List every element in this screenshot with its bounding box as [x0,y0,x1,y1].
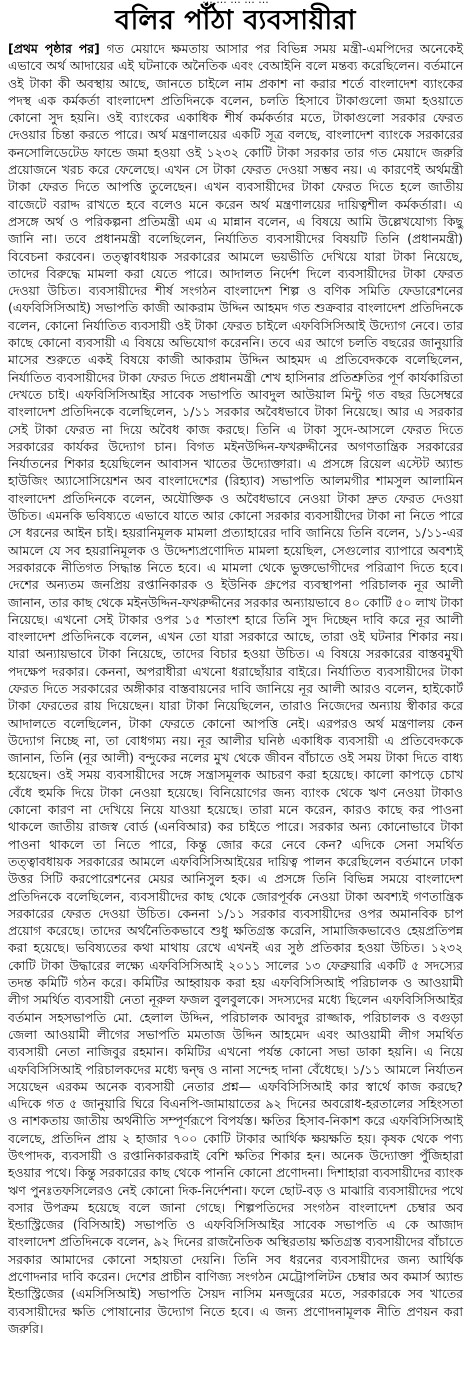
article-column [8,40,463,1390]
article-body [8,40,463,1337]
article-headline: বলির পাঁঠা ব্যবসায়ীরা [115,5,356,36]
continuation-label: [প্রথম পৃষ্ঠার পর] [8,41,100,56]
article-body-text: গত মেয়াদে ক্ষমতায় আসার পর বিভিন্ন সময় মন্ত্রী-এমপিদের অনেকেই এভাবে অর্থ আদায়ের এই ঘটনাকে অনৈতিক এবং বেআইনি বলে মন্তব্য করেছিলেন। বর্তমানে ওই টাকা কী অবস্থায় আছে, জানতে চাইলে নাম প্রকাশ না করার শর্তে বাংলাদেশ ব্যাংকের পদস্থ এক কর্মকর্তা বাংলাদেশ প্রতিদিনকে বলেন, চলতি হিসাবে টাকাগুলো জমা হওয়াতে কোনো সুদ হয়নি। ওই ব্যাংকের একাধিক শীর্ষ কর্মকর্তার মতে, টাকাগুলো সরকার ফেরত দেওয়ার চিন্তা করতে পারে। অর্থ মন্ত্রণালয়ের একটি সূত্র বলছে, বাংলাদেশ ব্যাংকে সরকারের কনসোলিডেটেড ফান্ডে জমা হওয়া ওই ১২৩২ কোটি টাকা সরকার তার গত মেয়াদে জরুরি প্রয়োজনে খরচ করে ফেলেছে। এখন সে টাকা ফেরত দেওয়া সম্ভব নয়। এ কারণেই অর্থমন্ত্রী টাকা ফেরত দিতে আপত্তি তুলেছেন। এখন ব্যবসায়ীদের টাকা ফেরত দিতে হলে জাতীয় বাজেটে বরাদ্দ রাখতে হবে বলেও মনে করেন অর্থ মন্ত্রণালয়ের দায়িত্বশীল কর্মকর্তারা। এ প্রসঙ্গে অর্থ ও পরিকল্পনা প্রতিমন্ত্রী এম এ মান্নান বলেন, এ বিষয়ে আমি উল্লেখযোগ্য কিছু জানি না। তবে প্রধানমন্ত্রী বলেছিলেন, নির্যাতিত ব্যবসায়ীদের বিষয়টি তিনি (প্রধানমন্ত্রী) বিবেচনা করবেন। তত্ত্বাবধায়ক সরকারের আমলে ভয়ভীতি দেখিয়ে যারা টাকা নিয়েছে, তাদের বিরুদ্ধে মামলা করা যেতে পারে। আদালত নির্দেশ দিলে ব্যবসায়ীদের টাকা ফেরত দেওয়া উচিত। ব্যবসায়ীদের শীর্ষ সংগঠন বাংলাদেশ শিল্প ও বণিক সমিতি ফেডারেশনের (এফবিসিসিআই) সভাপতি কাজী আকরাম উদ্দিন আহমদ গত শুক্রবার বাংলাদেশ প্রতিদিনকে বলেন, কোনো নির্যাতিত ব্যবসায়ী ওই টাকা ফেরত চাইলে এফবিসিসিআই উদ্যোগ নেবে। তার কাছে কোনো ব্যবসায়ী এ বিষয়ে অভিযোগ করেননি। তবে এর আগে চলতি বছরের জানুয়ারি মাসের শুরুতে একই বিষয়ে কাজী আকরাম উদ্দিন আহমদ এ প্রতিবেদককে বলেছিলেন, নির্যাতিত ব্যবসায়ীদের টাকা ফেরত দিতে প্রধানমন্ত্রী শেখ হাসিনার প্রতিশ্রুতির পূর্ণ কার্যকারিতা দেখতে চাই। এফবিসিসিআইর সাবেক সভাপতি আবদুল আউয়াল মিন্টু গত বছর ডিসেম্বরে বাংলাদেশ প্রতিদিনকে বলেছিলেন, ১/১১ সরকার অবৈধভাবে টাকা নিয়েছে। আর এ সরকার সেই টাকা ফেরত না দিয়ে অবৈধ কাজ করছে। তিনি এ টাকা সুদে-আসলে ফেরত দিতে সরকারের কার্যকর উদ্যোগ চান। বিগত মইনউদ্দিন-ফখরুদ্দীনের অগণতান্ত্রিক সরকারের নির্যাতনের শিকার হয়েছিলেন আবাসন খাতের উদ্যোক্তারা। এ প্রসঙ্গে রিয়েল এস্টেট অ্যান্ড হাউজিং অ্যাসোসিয়েশন অব বাংলাদেশের (রিহ্যাব) সভাপতি আলমগীর শামসুল আলামিন বাংলাদেশ প্রতিদিনকে বলেন, অযৌক্তিক ও অবৈধভাবে নেওয়া টাকা দ্রুত ফেরত দেওয়া উচিত। এমনকি ভবিষ্যতে এভাবে যাতে আর কোনো সরকার ব্যবসায়ীদের টাকা না নিতে পারে সে ধরনের আইন চাই। হয়রানিমূলক মামলা প্রত্যাহারের দাবি জানিয়ে তিনি বলেন, ১/১১-এর আমলে যে সব হয়রানিমূলক ও উদ্দেশ্যপ্রণোদিত মামলা হয়েছিল, সেগুলোর ব্যাপারে অবশ্যই সরকারকে নীতিগত সিদ্ধান্ত নিতে হবে। এ মামলা থেকে ভুক্তভোগীদের পরিত্রাণ দিতে হবে। দেশের অন্যতম জনপ্রিয় রপ্তানিকারক ও ইউনিক গ্রুপের ব্যবস্থাপনা পরিচালক নূর আলী জানান, তার কাছ থেকে মইনউদ্দিন-ফখরুদ্দীনের সরকার অন্যায়ভাবে ৪০ কোটি ৫০ লাখ টাকা নিয়েছে। এখনো সেই টাকার ওপর ১৫ শতাংশ হারে তিনি সুদ দিচ্ছেন দাবি করে নূর আলী বাংলাদেশ প্রতিদিনকে বলেন, এখন তো যারা সরকারে আছে, তারা ওই ঘটনার শিকার নয়। যারা অন্যায়ভাবে টাকা নিয়েছে, তাদের বিচার হওয়া উচিত। এ বিষয়ে সরকারের বাস্তবমুখী পদক্ষেপ দরকার। কেননা, অপরাধীরা এখনো ধরাছোঁয়ার বাইরে। নির্যাতিত ব্যবসায়ীদের টাকা ফেরত দিতে সরকারের অঙ্গীকার বাস্তবায়নের দাবি জানিয়ে নূর আলী আরও বলেন, হাইকোর্ট টাকা ফেরতের রায় দিয়েছেন। যারা টাকা নিয়েছিলেন, তারাও নিজেদের অন্যায় স্বীকার করে আদালতে বলেছিলেন, টাকা ফেরতে কোনো আপত্তি নেই। এরপরও অর্থ মন্ত্রণালয় কেন উদ্যোগ নিচ্ছে না, তা বোধগম্য নয়। নূর আলীর ঘনিষ্ঠ একাধিক ব্যবসায়ী এ প্রতিবেদককে জানান, তিনি (নূর আলী) বন্দুকের নলের মুখ থেকে জীবন বাঁচাতে ওই সময় টাকা দিতে বাধ্য হয়েছেন। ওই সময় ব্যবসায়ীদের সঙ্গে সন্ত্রাসমূলক আচরণ করা হয়েছে। কালো কাপড়ে চোখ বেঁধে হুমকি দিয়ে টাকা নেওয়া হয়েছে। বিনিয়োগের জন্য ব্যাংক থেকে ঋণ নেওয়া টাকাও কোনো কারণ না দেখিয়ে নিয়ে যাওয়া হয়েছে। তারা মনে করেন, কারও কাছে কর পাওনা থাকলে জাতীয় রাজস্ব বোর্ড (এনবিআর) কর চাইতে পারে। সরকার অন্য কোনোভাবে টাকা পাওনা থাকলে তা নিতে পারে, কিন্তু জোর করে নেবে কেন? এদিকে সেনা সমর্থিত তত্ত্বাবধায়ক সরকারের আমলে এফবিসিসিআইয়ের দায়িত্ব পালন করেছিলেন বর্তমানে ঢাকা উত্তর সিটি করপোরেশনের মেয়র আনিসুল হক। এ প্রসঙ্গে তিনি বিভিন্ন সময়ে বাংলাদেশ প্রতিদিনকে বলেছিলেন, ব্যবসায়ীদের কাছ থেকে জোরপূর্বক নেওয়া টাকা অবশ্যই গণতান্ত্রিক সরকারের ফেরত দেওয়া উচিত। কেননা ১/১১ সরকার ব্যবসায়ীদের ওপর অমানবিক চাপ প্রয়োগ করেছে। তাদের অর্থনৈতিকভাবে শুধু ক্ষতিগ্রস্ত করেনি, সামাজিকভাবেও হেয়প্রতিপন্ন করা হয়েছে। ভবিষ্যতের কথা মাথায় রেখে এখনই এর সুষ্ঠ প্রতিকার হওয়া উচিত। ১২৩২ কোটি টাকা উদ্ধারের লক্ষ্যে এফবিসিসিআই ২০১১ সালের ১৩ ফেব্রুয়ারি একটি ৫ সদস্যের তদন্ত কমিটি গঠন করে। কমিটির আহ্বায়ক করা হয় এফবিসিসিআই পরিচালক ও আওয়ামী লীগ সমর্থিত ব্যবসায়ী নেতা নূরুল ফজল বুলবুলকে। সদস্যদের মধ্যে ছিলেন এফবিসিসিআইর বর্তমান সহসভাপতি মো. হেলাল উদ্দিন, পরিচালক আবদুর রাজ্জাক, পরিচালক ও বগুড়া জেলা আওয়ামী লীগের সভাপতি মমতাজ উদ্দিন আহমেদ এবং আওয়ামী লীগ সমর্থিত ব্যবসায়ী নেতা নাজিবুর রহমান। কমিটির এখনো পর্যন্ত কোনো সভা ডাকা হয়নি। এ নিয়ে এফবিসিসিআই পরিচালকদের মধ্যে দ্বন্দ্ব ও নানা সন্দেহ দানা বেঁধেছে। ১/১১ আমলে নির্যাতন সয়েছেন এরকম অনেক ব্যবসায়ী নেতার প্রশ্ন— এফবিসিসিআই কার স্বার্থে কাজ করছে? এদিকে গত ৫ জানুয়ারি ঘিরে বিএনপি-জামায়াতের ৯২ দিনের অবরোধ-হরতালের সহিংসতা ও নাশকতায় জাতীয় অর্থনীতি সম্পূর্ণরূপে বিপর্যস্ত। ক্ষতির হিসাব-নিকাশ করে এফবিসিসিআই বলেছে, প্রতিদিন প্রায় ২ হাজার ৭০০ কোটি টাকার আর্থিক ক্ষয়ক্ষতি হয়। কৃষক থেকে পণ্য উৎপাদক, ব্যবসায়ী ও রপ্তানিকারকরাই বেশি ক্ষতির শিকার হন। অনেক উদ্যোক্তা পুঁজিহারা হওয়ার পথে। কিন্তু সরকারের কাছ থেকে পাননি কোনো প্রণোদনা। দিশাহারা ব্যবসায়ীদের ব্যাংক ঋণ পুনঃতফসিলেরও নেই কোনো দিক-নির্দেশনা। ফলে ছোট-বড় ও মাঝারি ব্যবসায়ীদের পথে বসার উপক্রম হয়েছে বলে জানা গেছে। শিল্পপতিদের সংগঠন বাংলাদেশ চেম্বার অব ইন্ডাস্ট্রিজের (বিসিআই) সভাপতি ও এফবিসিসিআইর সাবেক সভাপতি এ কে আজাদ বাংলাদেশ প্রতিদিনকে বলেন, ৯২ দিনের রাজনৈতিক অস্থিরতায় ক্ষতিগ্রস্ত ব্যবসায়ীদের বাঁচাতে সরকার আমাদের কোনো সহায়তা দেয়নি। তিনি সব ধরনের ব্যবসায়ীদের জন্য আর্থিক প্রণোদনার দাবি করেন। দেশের প্রাচীন বাণিজ্য সংগঠন মেট্রোপলিটন চেম্বার অব কমার্স অ্যান্ড ইন্ডাস্ট্রিজের (এমসিসিআই) সভাপতি সৈয়দ নাসিম মনজুরের মতে, সরকারকে সব খাতের ব্যবসায়ীদের ক্ষতি পোষানোর উদ্যোগ নিতে হবে। এ জন্য প্রণোদনামূলক নীতি প্রণয়ন করা জরুরি। [8,41,463,1336]
